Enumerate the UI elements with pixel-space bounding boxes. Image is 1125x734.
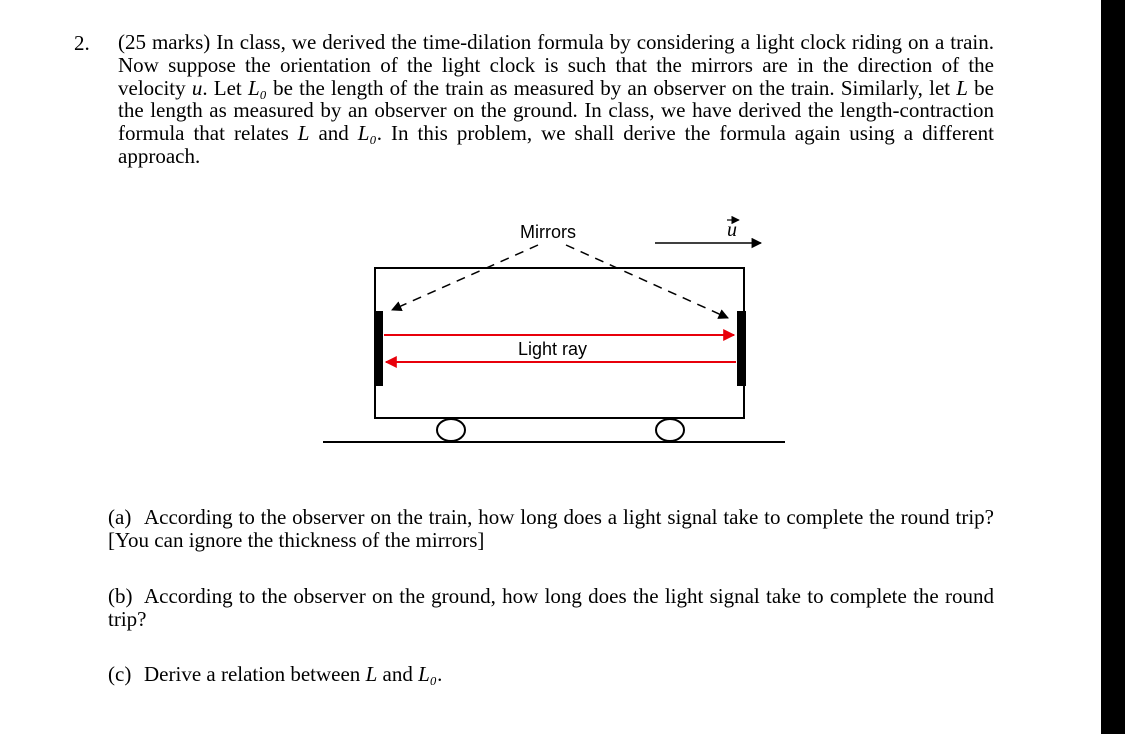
question-number: 2. (74, 31, 90, 55)
mirrors-label: Mirrors (520, 222, 576, 242)
part-b-text: According to the observer on the ground, how long does the light signal take to complete the round trip? (108, 584, 994, 631)
scrollbar[interactable] (1101, 0, 1125, 734)
part-a-label: (a) (108, 505, 132, 529)
part-c: (c) Derive a relation between L and L₀. (108, 662, 443, 686)
var-u: u (191, 75, 203, 100)
wheel-left (437, 419, 465, 441)
part-c-label: (c) (108, 662, 132, 686)
velocity-symbol: u (727, 219, 737, 241)
part-b-label: (b) (108, 584, 133, 608)
pointer-left-mirror (392, 245, 538, 310)
part-a (108, 506, 994, 552)
wheel-right (656, 419, 684, 441)
marks: (25 marks) (118, 30, 211, 54)
var-L: L (956, 75, 968, 100)
part-b (108, 585, 994, 631)
part-a-text: According to the observer on the train, how long does a light signal take to complete the round trip? [You can ignore the thickness of the mirrors] (108, 505, 994, 552)
light-ray-label: Light ray (518, 339, 588, 359)
mirror-right (737, 311, 746, 386)
question-statement: (25 marks) In class, we derived the time-dilation formula by considering a light clock riding on a train. Now suppose the orientation of the light clock is such that the mirrors are in the direction of the velocity u. Let L₀ be the length of the train as measured by an observer on the train. Similarly, let L be the length as measured by an observer on the ground. In class, we have derived the length-contraction formula that relates L and L₀. In this problem, we shall derive the formula again using a different approach. (118, 30, 995, 168)
pointer-right-mirror (566, 245, 728, 318)
var-L0: L₀ (247, 75, 267, 100)
mirror-left (374, 311, 383, 386)
